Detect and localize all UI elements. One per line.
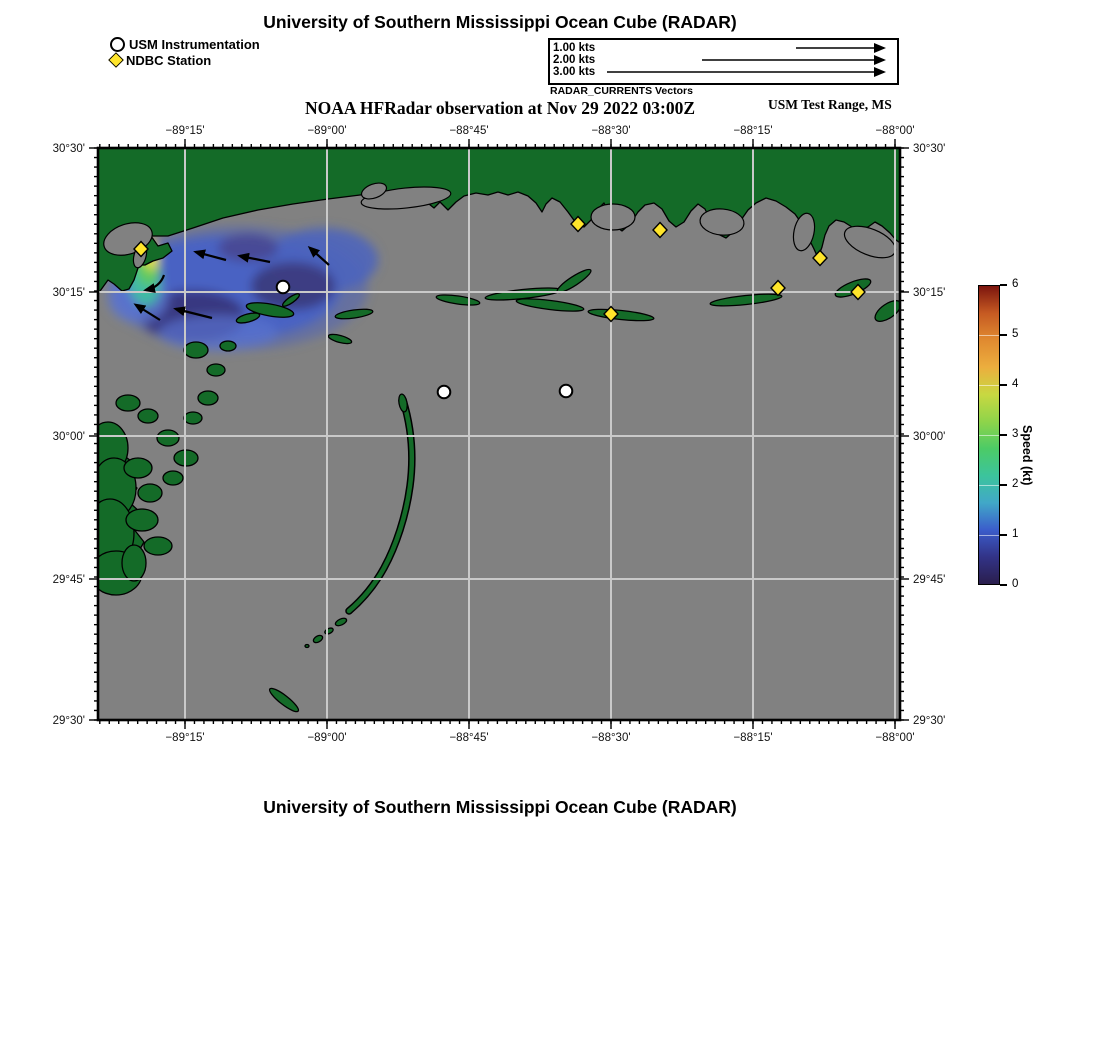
- lat-tick-label: 30°30': [913, 143, 946, 155]
- colorbar-gridline: [979, 535, 999, 536]
- usm-instrument-marker: [560, 385, 573, 398]
- map-svg: [48, 118, 950, 770]
- lon-tick-label: −89°15': [165, 125, 205, 137]
- colorbar-gridline: [979, 435, 999, 436]
- lat-tick-label: 30°00': [52, 431, 85, 443]
- colorbar-tick: [1000, 434, 1007, 436]
- colorbar-gridline: [979, 335, 999, 336]
- vector-scale-label-1: 1.00 kts: [553, 42, 596, 54]
- lat-tick-label: 29°45': [913, 574, 946, 586]
- colorbar-tick-label: 6: [1012, 278, 1019, 290]
- colorbar-tick-label: 4: [1012, 378, 1019, 390]
- colorbar-gridline: [979, 385, 999, 386]
- vector-scale-svg: [550, 40, 893, 79]
- lon-tick-label: −88°15': [733, 732, 773, 744]
- lat-tick-label: 30°15': [52, 287, 85, 299]
- colorbar-tick-label: 2: [1012, 478, 1019, 490]
- map-legend: [110, 36, 260, 68]
- lat-tick-label: 29°30': [913, 715, 946, 727]
- vector-scale-caption: RADAR_CURRENTS Vectors: [550, 85, 693, 97]
- legend-item-ndbc: [110, 52, 260, 68]
- legend-item-usm: [110, 36, 260, 52]
- vector-scale-arrows: [607, 48, 884, 72]
- current-speed-patch: [158, 315, 278, 351]
- colorbar-tick-label: 5: [1012, 328, 1019, 340]
- vector-scale-label-2: 2.00 kts: [553, 54, 596, 66]
- legend-label: NDBC Station: [126, 52, 212, 68]
- lon-tick-label: −88°00': [875, 732, 915, 744]
- colorbar-tick: [1000, 534, 1007, 536]
- lon-tick-label: −89°00': [307, 732, 347, 744]
- colorbar-tick-label: 1: [1012, 528, 1019, 540]
- vector-scale-box: [548, 38, 899, 85]
- lon-tick-label: −88°45': [449, 125, 489, 137]
- circle-marker-icon: [110, 37, 125, 52]
- lat-tick-label: 30°00': [913, 431, 946, 443]
- top-title: University of Southern Mississippi Ocean Cube (RADAR): [263, 12, 737, 32]
- colorbar-gridline: [979, 485, 999, 486]
- lon-tick-label: −88°00': [875, 125, 915, 137]
- lat-tick-label: 29°45': [52, 574, 85, 586]
- lat-tick-label: 29°30': [52, 715, 85, 727]
- lon-tick-label: −88°15': [733, 125, 773, 137]
- observation-subtitle: NOAA HFRadar observation at Nov 29 2022 03:00Z: [304, 98, 696, 118]
- lat-tick-label: 30°30': [52, 143, 85, 155]
- colorbar-tick-label: 3: [1012, 428, 1019, 440]
- colorbar-tick: [1000, 334, 1007, 336]
- lon-tick-label: −89°00': [307, 125, 347, 137]
- lat-tick-label: 30°15': [913, 287, 946, 299]
- lon-tick-label: −88°30': [591, 732, 631, 744]
- colorbar-tick: [1000, 584, 1007, 586]
- colorbar-title: Speed (kt): [1020, 425, 1034, 486]
- colorbar-tick-label: 0: [1012, 578, 1019, 590]
- lon-tick-label: −88°45': [449, 732, 489, 744]
- bottom-title: University of Southern Mississippi Ocean Cube (RADAR): [263, 797, 737, 817]
- map-panel: [48, 118, 950, 775]
- usm-instrument-marker: [438, 386, 451, 399]
- colorbar-tick: [1000, 284, 1007, 286]
- colorbar-tick: [1000, 484, 1007, 486]
- region-label: USM Test Range, MS: [768, 97, 892, 112]
- legend-label: USM Instrumentation: [129, 36, 260, 52]
- lon-tick-label: −88°30': [591, 125, 631, 137]
- diamond-marker-icon: [108, 52, 124, 68]
- colorbar-tick: [1000, 384, 1007, 386]
- usm-instrument-marker: [277, 281, 290, 294]
- lon-tick-label: −89°15': [165, 732, 205, 744]
- vector-scale-label-3: 3.00 kts: [553, 66, 596, 78]
